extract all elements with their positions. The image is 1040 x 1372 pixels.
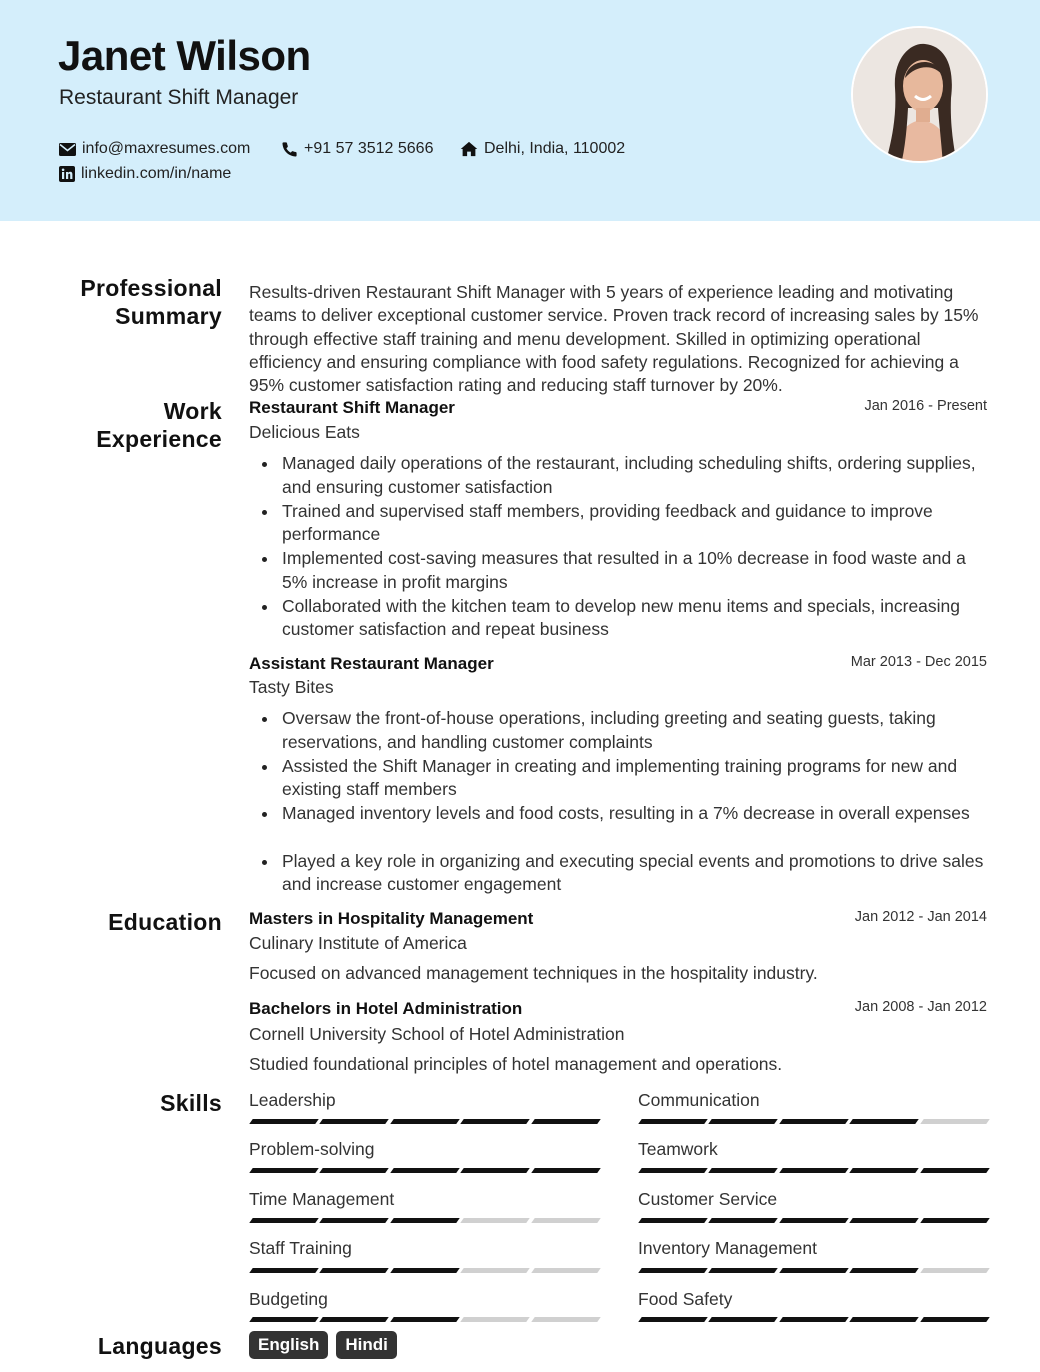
list-item: Managed inventory levels and food costs, resulting in a 7% decrease in overall expenses xyxy=(249,802,991,826)
skill-name: Customer Service xyxy=(638,1189,778,1209)
skill-level-bar xyxy=(251,1119,599,1124)
skill-level-segment xyxy=(249,1317,319,1322)
skill-level-segment xyxy=(920,1168,990,1173)
list-item: Implemented cost-saving measures that resulted in a 10% decrease in food waste and a 5% increase in profit margins xyxy=(249,547,991,594)
phone-icon xyxy=(281,141,298,158)
skill-level-segment xyxy=(638,1268,708,1273)
section-title-work-line1: Work xyxy=(163,398,222,424)
skill-level-bar xyxy=(251,1168,599,1173)
section-title-summary-line2: Summary xyxy=(115,303,222,329)
section-title-work xyxy=(96,397,222,453)
skill-level-segment xyxy=(709,1268,779,1273)
skill-name: Food Safety xyxy=(638,1289,733,1309)
skill-level-bar xyxy=(640,1119,988,1124)
contact-email[interactable] xyxy=(59,140,250,158)
skill-name: Budgeting xyxy=(249,1289,328,1309)
skill-level-bar xyxy=(251,1268,599,1273)
skill-level-segment xyxy=(320,1218,390,1223)
skill-level-segment xyxy=(779,1119,849,1124)
skill-level-segment xyxy=(920,1218,990,1223)
job-bullets xyxy=(249,707,991,897)
contact-linkedin[interactable] xyxy=(59,165,231,183)
list-item: Managed daily operations of the restaurant, including scheduling shifts, ordering supplies, and ensuring customer satisfaction xyxy=(249,452,991,499)
skill-level-bar xyxy=(640,1317,988,1322)
skill-level-segment xyxy=(320,1119,390,1124)
skill-level-bar xyxy=(640,1168,988,1173)
job-title: Assistant Restaurant Manager xyxy=(249,654,494,673)
section-title-education: Education xyxy=(108,909,222,935)
skill-level-segment xyxy=(638,1218,708,1223)
skill-level-segment xyxy=(709,1119,779,1124)
skill-level-segment xyxy=(849,1119,919,1124)
location-text: Delhi, India, 110002 xyxy=(484,140,626,157)
skill-level-segment xyxy=(320,1268,390,1273)
skill-level-segment xyxy=(531,1168,601,1173)
skill-name: Problem-solving xyxy=(249,1139,375,1159)
skill-name: Teamwork xyxy=(638,1139,718,1159)
education-school: Culinary Institute of America xyxy=(249,933,467,953)
job-dates: Jan 2016 - Present xyxy=(864,398,987,414)
profile-photo-illustration xyxy=(853,28,988,163)
envelope-icon xyxy=(59,143,76,156)
linkedin-icon xyxy=(59,166,75,182)
skill-level-segment xyxy=(390,1119,460,1124)
skill-level-segment xyxy=(709,1168,779,1173)
skill-level-segment xyxy=(849,1168,919,1173)
skill-level-segment xyxy=(849,1268,919,1273)
skill-level-segment xyxy=(531,1268,601,1273)
skill-level-segment xyxy=(390,1317,460,1322)
skill-level-segment xyxy=(779,1268,849,1273)
skill-level-segment xyxy=(460,1268,530,1273)
skill-level-bar xyxy=(640,1268,988,1273)
skill-level-segment xyxy=(460,1119,530,1124)
home-icon xyxy=(460,141,478,157)
skill-level-segment xyxy=(460,1168,530,1173)
education-description: Studied foundational principles of hotel management and operations. xyxy=(249,1054,783,1074)
skill-level-segment xyxy=(460,1218,530,1223)
phone-text: +91 57 3512 5666 xyxy=(304,140,434,157)
education-dates: Jan 2008 - Jan 2012 xyxy=(854,999,987,1015)
skill-level-segment xyxy=(460,1317,530,1322)
skill-level-segment xyxy=(920,1317,990,1322)
skill-level-segment xyxy=(249,1268,319,1273)
language-badge: English xyxy=(249,1331,328,1359)
skill-name: Leadership xyxy=(249,1090,336,1110)
education-degree: Masters in Hospitality Management xyxy=(249,909,534,928)
job-company: Tasty Bites xyxy=(249,677,334,697)
skill-level-segment xyxy=(531,1317,601,1322)
education-dates: Jan 2012 - Jan 2014 xyxy=(854,909,987,925)
skill-level-segment xyxy=(779,1168,849,1173)
languages-list xyxy=(249,1331,397,1359)
skill-level-segment xyxy=(390,1168,460,1173)
summary-text: Results-driven Restaurant Shift Manager with 5 years of experience leading and motivating teams to deliver exceptional customer service. Proven track record of increasing sales by 15% through effective staff training and menu development. Skilled in optimizing operational efficiency and ensuring compliance with food safety regulations. Recognized for achieving a 95% customer satisfaction rating and reducing staff turnover by 20%. xyxy=(249,282,979,396)
section-title-summary-line1: Professional xyxy=(80,275,222,301)
list-item: Played a key role in organizing and executing special events and promotions to drive sales and increase customer engagement xyxy=(249,850,991,897)
linkedin-text: linkedin.com/in/name xyxy=(81,165,232,182)
skill-level-segment xyxy=(390,1268,460,1273)
skill-name: Communication xyxy=(638,1090,760,1110)
list-item: Assisted the Shift Manager in creating and implementing training programs for new and existing staff members xyxy=(249,755,991,802)
skill-level-bar xyxy=(251,1317,599,1322)
email-text: info@maxresumes.com xyxy=(82,140,251,157)
section-title-work-line2: Experience xyxy=(96,426,222,452)
skill-level-segment xyxy=(638,1168,708,1173)
skill-name: Inventory Management xyxy=(638,1238,817,1258)
skill-level-segment xyxy=(531,1218,601,1223)
skill-level-segment xyxy=(320,1317,390,1322)
job-company: Delicious Eats xyxy=(249,422,360,442)
candidate-name: Janet Wilson xyxy=(58,32,311,79)
skill-level-segment xyxy=(249,1218,319,1223)
section-title-summary xyxy=(80,274,222,330)
skill-level-segment xyxy=(920,1119,990,1124)
section-title-skills: Skills xyxy=(160,1090,222,1116)
education-description: Focused on advanced management techniques in the hospitality industry. xyxy=(249,963,818,983)
skill-level-segment xyxy=(390,1218,460,1223)
skill-level-segment xyxy=(849,1317,919,1322)
skill-level-segment xyxy=(638,1317,708,1322)
skill-level-segment xyxy=(849,1218,919,1223)
education-school: Cornell University School of Hotel Administration xyxy=(249,1024,625,1044)
skill-level-bar xyxy=(640,1218,988,1223)
list-item: Trained and supervised staff members, providing feedback and guidance to improve performance xyxy=(249,500,991,547)
section-title-languages: Languages xyxy=(97,1333,222,1359)
skill-level-segment xyxy=(531,1119,601,1124)
job-dates: Mar 2013 - Dec 2015 xyxy=(850,654,987,670)
skill-level-segment xyxy=(779,1317,849,1322)
skill-level-segment xyxy=(709,1317,779,1322)
skill-name: Staff Training xyxy=(249,1238,352,1258)
education-degree: Bachelors in Hotel Administration xyxy=(249,999,523,1018)
skill-level-segment xyxy=(249,1168,319,1173)
job-title: Restaurant Shift Manager xyxy=(249,398,455,417)
language-badge: Hindi xyxy=(336,1331,397,1359)
job-bullets xyxy=(249,452,991,642)
skill-level-segment xyxy=(779,1218,849,1223)
list-item: Oversaw the front-of-house operations, including greeting and seating guests, taking reservations, and handling customer complaints xyxy=(249,707,991,754)
profile-photo xyxy=(851,26,988,163)
contact-location xyxy=(460,140,625,158)
list-item: Collaborated with the kitchen team to develop new menu items and specials, increasing customer satisfaction and repeat business xyxy=(249,595,991,642)
skill-level-segment xyxy=(709,1218,779,1223)
skill-level-segment xyxy=(320,1168,390,1173)
skill-name: Time Management xyxy=(249,1189,395,1209)
skill-level-segment xyxy=(638,1119,708,1124)
contact-phone[interactable] xyxy=(281,140,433,158)
skill-level-segment xyxy=(920,1268,990,1273)
resume-header xyxy=(0,0,1040,221)
skill-level-segment xyxy=(249,1119,319,1124)
skill-level-bar xyxy=(251,1218,599,1223)
candidate-title: Restaurant Shift Manager xyxy=(59,86,299,109)
